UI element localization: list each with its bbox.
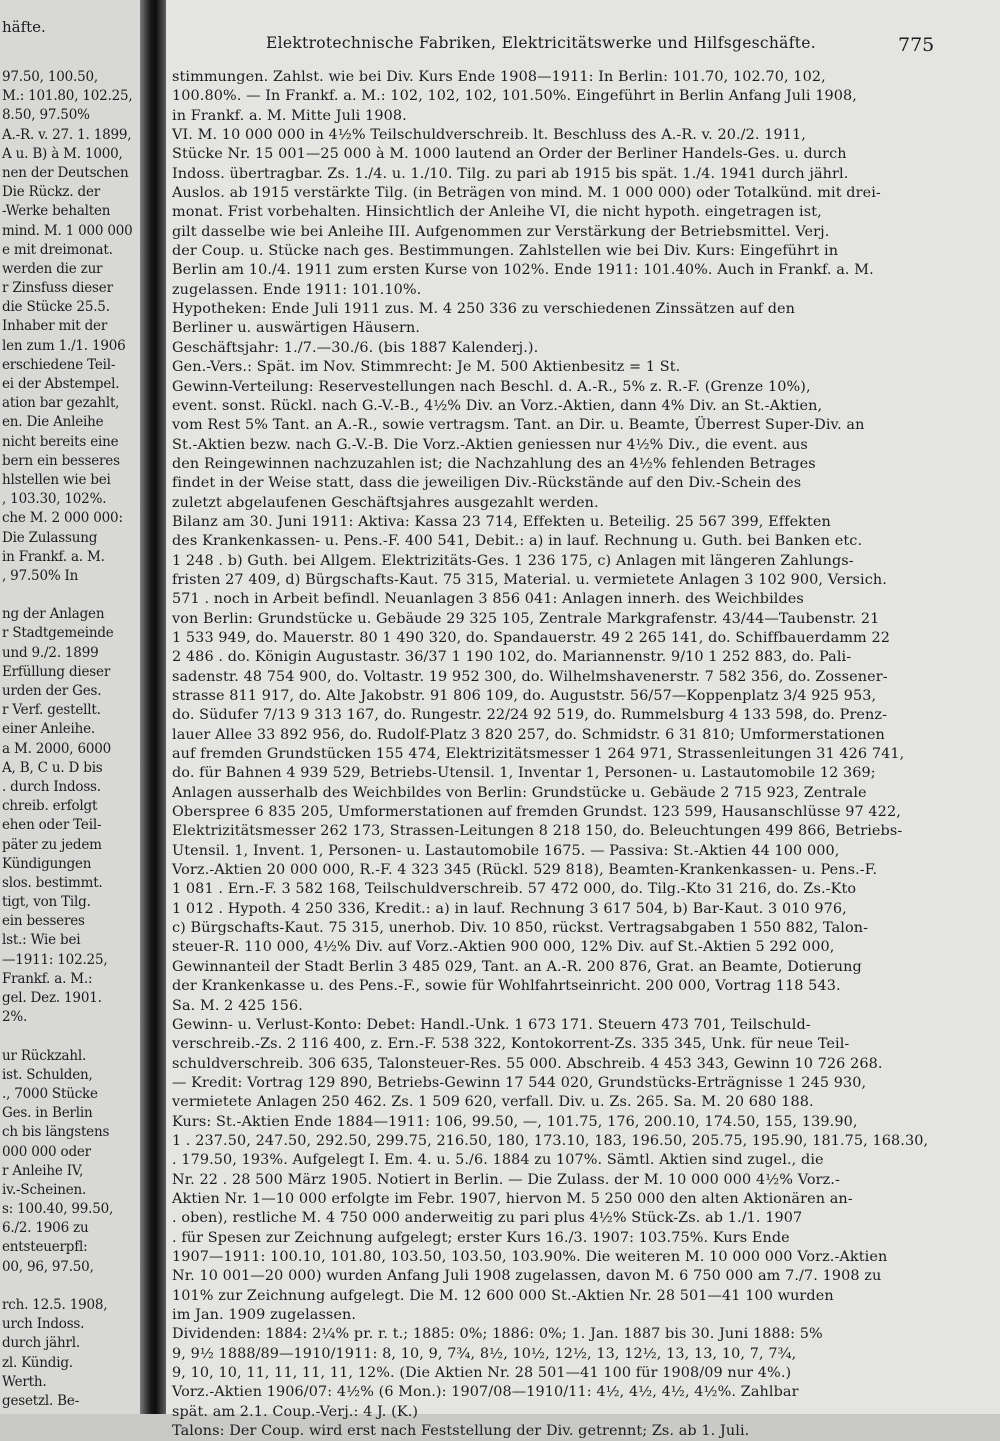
left-text-line: ation bar gezahlt, (2, 395, 120, 412)
text-line: Sa. M. 2 425 156. (172, 997, 303, 1014)
text-line: steuer-R. 110 000, 4½% Div. auf Vorz.-Aktien 900 000, 12% Div. auf St.-Aktien 5 292 000, (172, 939, 835, 956)
text-line: Anlagen ausserhalb des Weichbildes von Berlin: Grundstücke u. Gebäude 2 715 923, Zentrale (172, 784, 867, 801)
text-line: 1907—1911: 100.10, 101.80, 103.50, 103.50, 103.90%. Die weiteren M. 10 000 000 Vorz.-Aktien (172, 1248, 888, 1265)
text-line: 1 248 . b) Guth. bei Allgem. Elektrizitäts-Ges. 1 236 175, c) Anlagen mit längeren Zahlungs- (172, 552, 854, 569)
left-page-fragment (0, 0, 148, 1414)
left-text-line: A, B, C u. D bis (2, 759, 103, 776)
left-text-line: und 9./2. 1899 (2, 644, 99, 661)
text-line: von Berlin: Grundstücke u. Gebäude 29 325 105, Zentrale Markgrafenstr. 43/44—Taubenstr. 21 (172, 610, 880, 627)
left-text-line: r Anleihe IV, (2, 1162, 84, 1179)
left-text-line: ein besseres (2, 913, 85, 930)
text-line: fristen 27 409, d) Bürgschafts-Kaut. 75 315, Material. u. vermietete Anlagen 3 102 900, Versich. (172, 571, 887, 588)
left-text-line: erschiedene Teil- (2, 356, 116, 373)
text-line: spät. am 2.1. Coup.-Verj.: 4 J. (K.) (172, 1403, 419, 1420)
left-text-line (2, 1277, 152, 1296)
left-text-line: -Werke behalten (2, 203, 111, 220)
text-line: do. für Bahnen 4 939 529, Betriebs-Utensil. 1, Inventar 1, Personen- u. Lastautomobile 12 369; (172, 765, 876, 782)
left-page-header: häfte. (2, 18, 46, 36)
left-text-line: mind. M. 1 000 000 (2, 222, 133, 239)
text-line: Nr. 22 . 28 500 März 1905. Notiert in Berlin. — Die Zulass. der M. 10 000 000 4½% Vorz.- (172, 1171, 840, 1188)
left-text-line: ., 7000 Stücke (2, 1085, 98, 1102)
text-line: Berliner u. auswärtigen Häusern. (172, 320, 421, 337)
left-text-line: Erfüllung dieser (2, 663, 111, 680)
text-line: schuldverschreib. 306 635, Talonsteuer-Res. 55 000. Abschreib. 4 453 343, Gewinn 10 726 268. (172, 1055, 883, 1072)
left-text-line: Inhaber mit der (2, 318, 108, 335)
text-line: . 179.50, 193%. Aufgelegt I. Em. 4. u. 5./6. 1884 zu 107%. Sämtl. Aktien sind zugel., die (172, 1152, 824, 1169)
text-line: VI. M. 10 000 000 in 4½% Teilschuldverschreib. lt. Beschluss des A.-R. v. 20./2. 1911, (172, 127, 806, 144)
text-line: Vorz.-Aktien 1906/07: 4½% (6 Mon.): 1907/08—1910/11: 4½, 4½, 4½, 4½%. Zahlbar (172, 1384, 799, 1401)
text-line: 1 081 . Ern.-F. 3 582 168, Teilschuldverschreib. 57 472 000, do. Tilg.-Kto 31 216, do. Zs.-Kto (172, 881, 857, 898)
text-line: Kurs: St.-Aktien Ende 1884—1911: 106, 99.50, —, 101.75, 176, 200.10, 174.50, 155, 139.90, (172, 1113, 858, 1130)
text-line: . oben), restliche M. 4 750 000 anderweitig zu pari plus 4½% Stück-Zs. ab 1./1. 1907 (172, 1210, 803, 1227)
text-line: gilt dasselbe wie bei Anleihe III. Aufgenommen zur Verstärkung der Betriebsmittel. Verj. (172, 223, 830, 240)
text-line: monat. Frist vorbehalten. Hinsichtlich der Anleihe VI, die nicht hypoth. eingetragen ist, (172, 204, 822, 221)
text-line: 2 486 . do. Königin Augustastr. 36/37 1 190 102, do. Mariannenstr. 9/10 1 252 883, do. Pali- (172, 649, 852, 666)
text-line: strasse 811 917, do. Alte Jakobstr. 91 806 109, do. Auguststr. 56/57—Koppenplatz 3/4 925 953, (172, 688, 877, 704)
text-line: Gewinnanteil der Stadt Berlin 3 485 029, Tant. an A.-R. 200 876, Grat. an Beamte, Dotierung (172, 958, 862, 975)
text-line: St.-Aktien bezw. nach G.-V.-B. Die Vorz.-Aktien geniessen nur 4½% Div., die event. aus (172, 436, 808, 453)
left-text-line: a M. 2000, 6000 (2, 740, 112, 757)
text-line: Geschäftsjahr: 1./7.—30./6. (bis 1887 Kalenderj.). (172, 339, 539, 356)
text-line: 101% zur Zeichnung aufgelegt. Die M. 12 600 000 St.-Aktien Nr. 28 501—41 100 wurden (172, 1287, 834, 1304)
text-line: Dividenden: 1884: 2¼% pr. r. t.; 1885: 0%; 1886: 0%; 1. Jan. 1887 bis 30. Juni 1888: 5% (172, 1326, 823, 1343)
page-body (172, 68, 962, 1441)
text-line: Gewinn-Verteilung: Reservestellungen nach Beschl. d. A.-R., 5% z. R.-F. (Grenze 10%), (172, 378, 811, 395)
left-text-line: r Verf. gestellt. (2, 702, 101, 719)
text-line: vom Rest 5% Tant. an A.-R., sowie vertragsm. Tant. an Dir. u. Beamte, Überrest Super-Div. an (172, 417, 865, 434)
text-line: 100.80%. — In Frankf. a. M.: 102, 102, 102, 101.50%. Eingeführt in Berlin Anfang Juli 1908, (172, 88, 857, 105)
left-text-line: 6./2. 1906 zu (2, 1220, 89, 1237)
left-text-line: lst.: Wie bei (2, 932, 81, 949)
left-text-line (2, 586, 152, 605)
left-text-line: r Stadtgemeinde (2, 625, 114, 642)
left-text-line: gesetzl. Be- (2, 1392, 80, 1409)
text-line: 9, 10, 10, 11, 11, 11, 11, 12%. (Die Aktien Nr. 28 501—41 100 für 1908/09 nur 4%.) (172, 1365, 792, 1382)
left-text-line: 00, 96, 97.50, (2, 1258, 94, 1275)
left-text-line: slos. bestimmt. (2, 874, 103, 891)
page-number: 775 (898, 34, 935, 56)
left-text-line: päter zu jedem (2, 836, 102, 853)
text-line: Talons: Der Coup. wird erst nach Feststellung der Div. getrennt; Zs. ab 1. Juli. (172, 1423, 750, 1440)
left-text-line: entsteuerpfl: (2, 1239, 88, 1256)
left-text-line: ng der Anlagen (2, 606, 105, 623)
text-line: der Krankenkasse u. des Pens.-F., sowie für Wohlfahrtseinricht. 200 000, Vortrag 118 543. (172, 978, 841, 995)
text-line: 571 . noch in Arbeit befindl. Neuanlagen 3 856 041: Anlagen innerh. des Weichbildes (172, 591, 804, 608)
left-text-line: gel. Dez. 1901. (2, 990, 102, 1006)
left-text-line: urch Indoss. (2, 1316, 85, 1333)
left-text-line: , 103.30, 102%. (2, 491, 107, 508)
text-line: Oberspree 6 835 205, Umformerstationen auf fremden Grundst. 123 599, Hausanschlüsse 97 422, (172, 804, 901, 821)
left-text-line: e mit dreimonat. (2, 241, 113, 258)
text-line: c) Bürgschafts-Kaut. 75 315, unerhob. Div. 10 850, rückst. Vertragsabgaben 1 550 882, Talon- (172, 920, 869, 937)
text-line: lauer Allee 33 892 956, do. Rudolf-Platz 3 820 257, do. Schmidstr. 6 31 810; Umformerstationen (172, 726, 885, 743)
text-line: — Kredit: Vortrag 129 890, Betriebs-Gewinn 17 544 020, Grundstücks-Erträgnisse 1 245 930, (172, 1074, 867, 1091)
left-page-text (2, 68, 152, 1411)
text-line: vermietete Anlagen 250 462. Zs. 1 509 620, verfall. Div. u. Zs. 265. Sa. M. 20 680 188. (172, 1094, 814, 1111)
text-line: Nr. 10 001—20 000) wurden Anfang Juli 1908 zugelassen, davon M. 6 750 000 am 7./7. 1908 zu (172, 1268, 882, 1285)
text-line: in Frankf. a. M. Mitte Juli 1908. (172, 107, 407, 124)
left-text-line: 8.50, 97.50% (2, 107, 90, 124)
left-text-line: 2%. (2, 1009, 28, 1026)
book-gutter (140, 0, 166, 1414)
text-line: Gewinn- u. Verlust-Konto: Debet: Handl.-Unk. 1 673 171. Steuern 473 701, Teilschuld- (172, 1016, 811, 1033)
text-line: verschreib.-Zs. 2 116 400, z. Ern.-F. 538 322, Kontokorrent-Zs. 335 345, Unk. für neue Teil- (172, 1036, 850, 1053)
text-line: Stücke Nr. 15 001—25 000 à M. 1000 lautend an Order der Berliner Handels-Ges. u. durch (172, 146, 847, 163)
text-line: Utensil. 1, Invent. 1, Personen- u. Lastautomobile 1675. — Passiva: St.-Aktien 44 100 000, (172, 842, 840, 859)
left-text-line: nicht bereits eine (2, 433, 119, 450)
text-line: Elektrizitätsmesser 262 173, Strassen-Leitungen 8 218 150, do. Beleuchtungen 499 866, Betriebs- (172, 823, 903, 840)
text-line: do. Südufer 7/13 9 313 167, do. Rungestr. 22/24 92 519, do. Rummelsburg 4 133 598, do. Prenz- (172, 707, 888, 724)
text-line: Hypotheken: Ende Juli 1911 zus. M. 4 250 336 zu verschiedenen Zinssätzen auf den (172, 301, 796, 318)
left-text-line: s: 100.40, 99.50, (2, 1201, 114, 1218)
left-text-line: chreib. erfolgt (2, 798, 98, 815)
left-text-line: Die Zulassung (2, 529, 98, 546)
left-text-line: iv.-Scheinen. (2, 1181, 87, 1198)
text-line: Auslos. ab 1915 verstärkte Tilg. (in Beträgen von mind. M. 1 000 000) oder Totalkünd. mit drei- (172, 185, 881, 202)
text-line: auf fremden Grundstücken 155 474, Elektrizitätsmesser 1 264 971, Strassenleitungen 31 426 741, (172, 746, 905, 763)
left-text-line: 97.50, 100.50, (2, 69, 98, 85)
text-line: 9, 9½ 1888/89—1910/1911: 8, 10, 9, 7¾, 8½, 10½, 12½, 13, 12½, 13, 13, 10, 7, 7¾, (172, 1345, 797, 1362)
text-line: Bilanz am 30. Juni 1911: Aktiva: Kassa 23 714, Effekten u. Beteilig. 25 567 399, Effekten (172, 513, 831, 530)
left-text-line (2, 1027, 152, 1046)
left-text-line: M.: 101.80, 102.25, (2, 88, 133, 105)
text-line: zugelassen. Ende 1911: 101.10%. (172, 281, 422, 298)
left-text-line: ch bis längstens (2, 1124, 110, 1141)
left-text-line: 000 000 oder (2, 1143, 91, 1160)
left-text-line: , 97.50% In (2, 567, 79, 584)
left-text-line: r Zinsfuss dieser (2, 280, 113, 297)
left-text-line: ei der Abstempel. (2, 376, 120, 392)
running-head: Elektrotechnische Fabriken, Elektricitätswerke und Hilfsgeschäfte. (266, 34, 816, 52)
left-text-line: A.-R. v. 27. 1. 1899, (2, 126, 132, 143)
left-text-line: zl. Kündig. (2, 1354, 73, 1371)
left-text-line: Kündigungen (2, 855, 92, 872)
text-line: Vorz.-Aktien 20 000 000, R.-F. 4 323 345 (Rückl. 529 818), Beamten-Krankenkassen- u. Pens.-F. (172, 862, 878, 879)
left-text-line: tigt, von Tilg. (2, 894, 91, 911)
text-line: Indoss. übertragbar. Zs. 1./4. u. 1./10. Tilg. zu pari ab 1915 bis spät. 1./4. 1941 durch jährl. (172, 165, 849, 182)
left-text-line: en. Die Anleihe (2, 414, 104, 431)
text-line: 1 012 . Hypoth. 4 250 336, Kredit.: a) in lauf. Rechnung 3 617 504, b) Bar-Kaut. 3 010 976, (172, 900, 847, 917)
text-line: der Coup. u. Stücke nach ges. Bestimmungen. Zahlstellen wie bei Div. Kurs: Eingeführt in (172, 243, 839, 260)
left-text-line: che M. 2 000 000: (2, 510, 123, 527)
text-line: Aktien Nr. 1—10 000 erfolgte im Febr. 1907, hiervon M. 5 250 000 den alten Aktionären an- (172, 1190, 853, 1207)
left-text-line: Die Rückz. der (2, 184, 101, 201)
left-text-line: A u. B) à M. 1000, (2, 145, 123, 162)
left-text-line: die Stücke 25.5. (2, 299, 110, 316)
left-text-line: werden die zur (2, 260, 103, 277)
left-text-line: rch. 12.5. 1908, (2, 1297, 108, 1313)
text-line: den Reingewinnen nachzuzahlen ist; die Nachzahlung des an 4½% fehlenden Betrages (172, 455, 816, 472)
left-text-line: ehen oder Teil- (2, 817, 102, 834)
left-text-line: Werth. (2, 1373, 47, 1390)
left-text-line: len zum 1./1. 1906 (2, 337, 126, 354)
text-line: Gen.-Vers.: Spät. im Nov. Stimmrecht: Je M. 500 Aktienbesitz = 1 St. (172, 359, 681, 376)
left-text-line: ur Rückzahl. (2, 1047, 87, 1064)
text-line: zuletzt abgelaufenen Geschäftsjahres ausgezahlt werden. (172, 494, 599, 511)
text-line: . für Spesen zur Zeichnung aufgelegt; erster Kurs 16./3. 1907: 103.75%. Kurs Ende (172, 1229, 790, 1246)
left-text-line: Frankf. a. M.: (2, 970, 93, 987)
left-text-line: hlstellen wie bei (2, 471, 111, 488)
text-line: 1 . 237.50, 247.50, 292.50, 299.75, 216.50, 180, 173.10, 183, 196.50, 205.75, 195.90, 181.75, 168.30, (172, 1132, 929, 1149)
left-text-line: ist. Schulden, (2, 1066, 93, 1083)
left-text-line: urden der Ges. (2, 683, 102, 699)
left-text-line: . durch Indoss. (2, 778, 101, 795)
left-text-line: in Frankf. a. M. (2, 548, 105, 565)
text-line: 1 533 949, do. Mauerstr. 80 1 490 320, do. Spandauerstr. 49 2 265 141, do. Schiffbauerdamm 22 (172, 629, 890, 646)
left-text-line: einer Anleihe. (2, 721, 95, 738)
left-text-line: —1911: 102.25, (2, 951, 108, 968)
text-line: stimmungen. Zahlst. wie bei Div. Kurs Ende 1908—1911: In Berlin: 101.70, 102.70, 102, (172, 69, 826, 85)
left-text-line: bern ein besseres (2, 452, 120, 469)
left-text-line: Ges. in Berlin (2, 1105, 93, 1122)
text-line: im Jan. 1909 zugelassen. (172, 1307, 357, 1323)
text-line: event. sonst. Rückl. nach G.-V.-B., 4½% Div. an Vorz.-Aktien, dann 4% Div. an St.-Aktien, (172, 397, 823, 414)
text-line: sadenstr. 48 754 900, do. Voltastr. 19 952 300, do. Wilhelmshavenerstr. 7 582 356, do. Zossener- (172, 668, 888, 685)
text-line: Berlin am 10./4. 1911 zum ersten Kurse von 102%. Ende 1911: 101.40%. Auch in Frankf. a. M. (172, 262, 874, 279)
left-text-line: durch jährl. (2, 1335, 80, 1352)
text-line: findet in der Weise statt, dass die jeweiligen Div.-Rückstände auf den Div.-Schein des (172, 475, 802, 492)
text-line: des Krankenkassen- u. Pens.-F. 400 541, Debit.: a) in lauf. Rechnung u. Guth. bei Banken etc. (172, 533, 863, 550)
right-page (166, 0, 1000, 1440)
left-text-line: nen der Deutschen (2, 164, 129, 181)
